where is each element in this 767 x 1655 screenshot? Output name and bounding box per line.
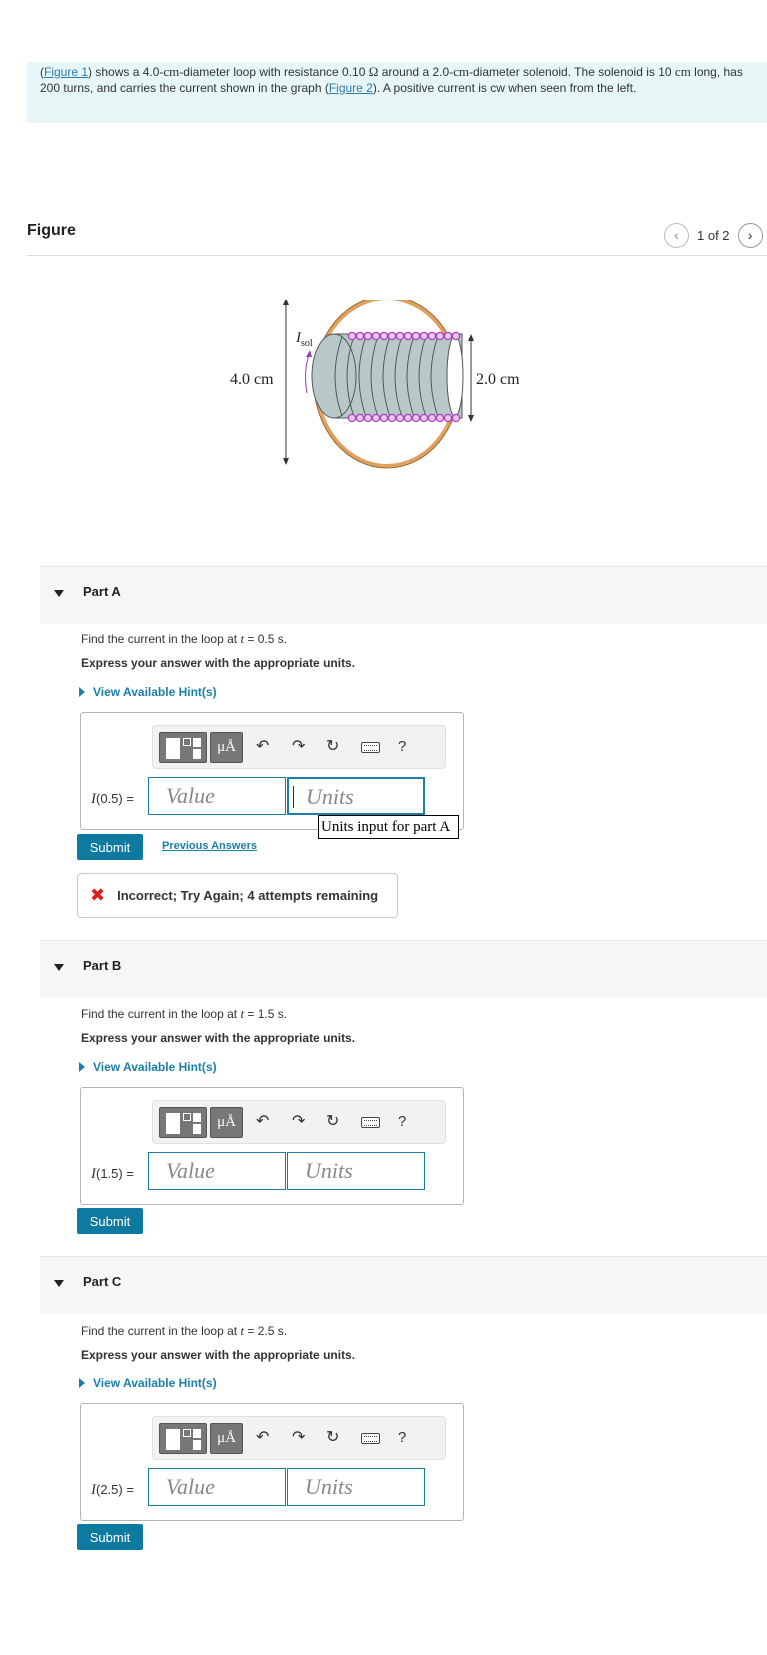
part-a-header[interactable] xyxy=(40,566,767,624)
previous-answers-link[interactable]: Previous Answers xyxy=(162,840,257,852)
part-c-hints-link[interactable]: View Available Hint(s) xyxy=(79,1376,217,1390)
undo-icon[interactable]: ↶ xyxy=(256,1429,270,1446)
expand-icon xyxy=(79,687,85,697)
collapse-icon xyxy=(54,1280,64,1287)
incorrect-icon: ✖ xyxy=(90,885,106,905)
chevron-left-icon[interactable]: ‹ xyxy=(664,223,689,248)
units-symbols-button[interactable]: μÅ xyxy=(210,732,243,763)
part-b-question: Find the current in the loop at t = 1.5 s. xyxy=(81,1006,288,1021)
solenoid-diameter-label: 2.0 cm xyxy=(476,371,520,388)
part-c-submit-button[interactable]: Submit xyxy=(77,1524,143,1550)
part-b-submit-button[interactable]: Submit xyxy=(77,1208,143,1234)
reset-icon[interactable]: ↻ xyxy=(326,738,340,755)
part-a-variable-label: I(0.5) = xyxy=(91,791,134,807)
part-c-question: Find the current in the loop at t = 2.5 s. xyxy=(81,1323,288,1338)
keyboard-icon[interactable] xyxy=(361,742,380,753)
part-b-hints-link[interactable]: View Available Hint(s) xyxy=(79,1060,217,1074)
math-toolbar xyxy=(152,725,446,769)
units-symbols-button[interactable]: μÅ xyxy=(210,1107,243,1138)
part-c-units-input[interactable]: Units xyxy=(287,1468,425,1506)
help-icon[interactable]: ? xyxy=(398,738,407,755)
isol-subscript: sol xyxy=(301,338,313,349)
keyboard-icon[interactable] xyxy=(361,1117,380,1128)
part-b-express: Express your answer with the appropriate units. xyxy=(81,1031,356,1045)
math-toolbar xyxy=(152,1416,446,1460)
part-c-variable-label: I(2.5) = xyxy=(91,1482,134,1498)
math-toolbar xyxy=(152,1100,446,1144)
part-a-question: Find the current in the loop at t = 0.5 s. xyxy=(81,631,288,646)
chevron-right-icon[interactable]: › xyxy=(738,223,763,248)
part-b-value-input[interactable]: Value xyxy=(148,1152,286,1190)
templates-icon[interactable] xyxy=(159,1107,207,1138)
part-c-express: Express your answer with the appropriate units. xyxy=(81,1348,356,1362)
pager-text: 1 of 2 xyxy=(697,227,730,243)
help-icon[interactable]: ? xyxy=(398,1113,407,1130)
part-b-answer-box xyxy=(80,1087,464,1205)
part-c-title: Part C xyxy=(83,1274,122,1289)
isol-label: I xyxy=(296,330,301,346)
feedback-message: Incorrect; Try Again; 4 attempts remaining xyxy=(117,888,379,903)
figure-pager xyxy=(664,222,763,248)
part-a-express: Express your answer with the appropriate units. xyxy=(81,656,356,670)
part-c-answer-box xyxy=(80,1403,464,1521)
expand-icon xyxy=(79,1378,85,1388)
reset-icon[interactable]: ↻ xyxy=(326,1429,340,1446)
collapse-icon xyxy=(54,964,64,971)
part-a-submit-button[interactable]: Submit xyxy=(77,834,143,860)
keyboard-icon[interactable] xyxy=(361,1433,380,1444)
figure-divider xyxy=(27,255,767,256)
help-icon[interactable]: ? xyxy=(398,1429,407,1446)
part-c-value-input[interactable]: Value xyxy=(148,1468,286,1506)
loop-solenoid-figure xyxy=(230,300,540,475)
redo-icon[interactable]: ↷ xyxy=(292,738,306,755)
units-tooltip: Units input for part A xyxy=(318,815,459,839)
part-a-title: Part A xyxy=(83,584,121,599)
part-c-header[interactable] xyxy=(40,1256,767,1314)
part-b-header[interactable] xyxy=(40,940,767,998)
undo-icon[interactable]: ↶ xyxy=(256,1113,270,1130)
reset-icon[interactable]: ↻ xyxy=(326,1113,340,1130)
isol-arrow xyxy=(306,352,310,393)
expand-icon xyxy=(79,1062,85,1072)
redo-icon[interactable]: ↷ xyxy=(292,1429,306,1446)
problem-statement: (Figure 1) shows a 4.0-cm-diameter loop with resistance 0.10 Ω around a 2.0-cm-diameter solenoid. The solenoid is 10 cm long, has 200 turns, and carries the current shown in the graph (Figure 2). A positive current is cw when seen from the left. xyxy=(27,62,767,123)
loop-diameter-label: 4.0 cm xyxy=(230,371,274,388)
part-b-units-input[interactable]: Units xyxy=(287,1152,425,1190)
figure2-link[interactable]: Figure 2 xyxy=(328,81,373,95)
part-a-answer-box xyxy=(80,712,464,830)
part-b-variable-label: I(1.5) = xyxy=(91,1166,134,1182)
part-a-value-input[interactable]: Value xyxy=(148,777,286,815)
part-a-feedback xyxy=(77,873,398,918)
collapse-icon xyxy=(54,590,64,597)
part-a-units-input[interactable]: Units xyxy=(287,777,425,815)
figure1-link[interactable]: Figure 1 xyxy=(44,65,89,79)
templates-icon[interactable] xyxy=(159,1423,207,1454)
part-a-hints-link[interactable]: View Available Hint(s) xyxy=(79,685,217,699)
templates-icon[interactable] xyxy=(159,732,207,763)
undo-icon[interactable]: ↶ xyxy=(256,738,270,755)
units-symbols-button[interactable]: μÅ xyxy=(210,1423,243,1454)
figure-title: Figure xyxy=(27,222,76,239)
svg-text:Isol xyxy=(295,330,313,349)
part-b-title: Part B xyxy=(83,958,122,973)
redo-icon[interactable]: ↷ xyxy=(292,1113,306,1130)
